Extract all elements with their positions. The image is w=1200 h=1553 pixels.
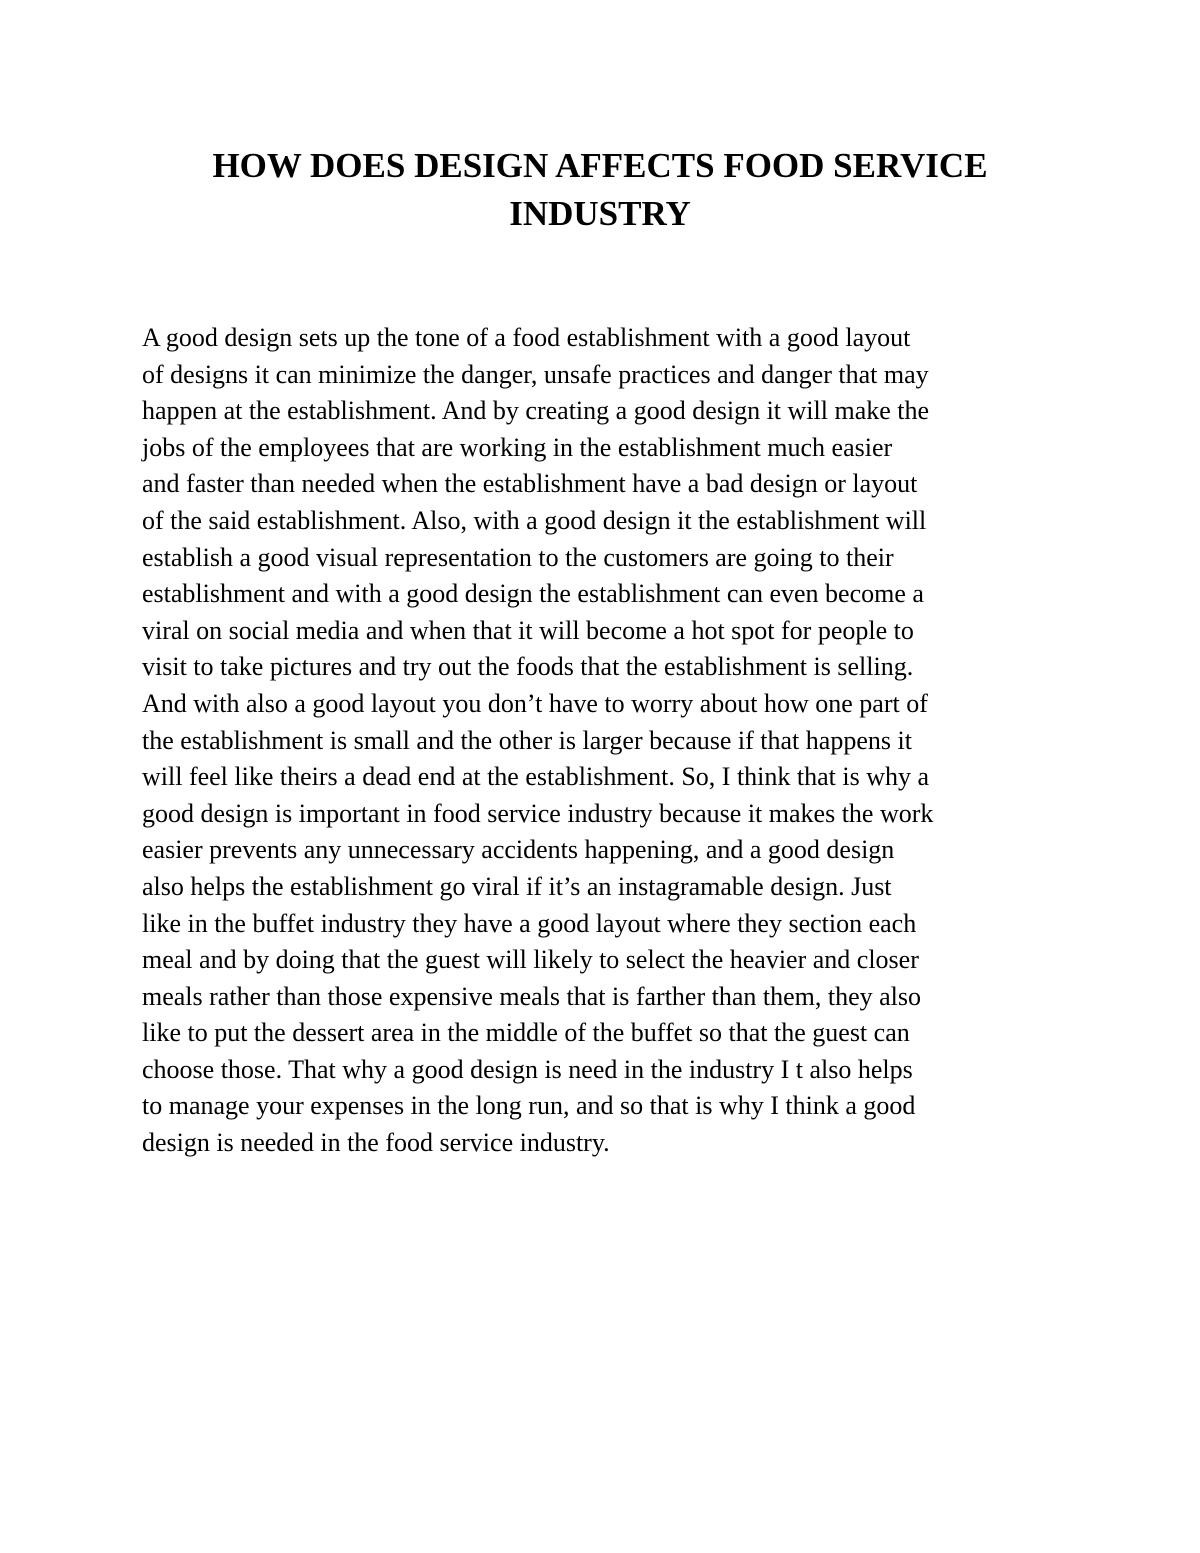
body-line: of the said establishment. Also, with a good design it the establishment will [142,505,927,535]
body-line: like in the buffet industry they have a good layout where they section each [142,908,917,938]
body-line: also helps the establishment go viral if it’s an instagramable design. Just [142,871,892,901]
body-line: of designs it can minimize the danger, unsafe practices and danger that may [142,359,929,389]
body-line: And with also a good layout you don’t have to worry about how one part of [142,688,928,718]
document-title [130,142,1070,238]
body-line: like to put the dessert area in the middle of the buffet so that the guest can [142,1018,910,1048]
body-line: to manage your expenses in the long run, and so that is why I think a good [142,1091,916,1121]
body-line: meal and by doing that the guest will likely to select the heavier and closer [142,945,919,975]
document-body [142,320,1072,1162]
body-line: happen at the establishment. And by creating a good design it will make the [142,396,930,426]
body-line: choose those. That why a good design is need in the industry I t also helps [142,1054,913,1084]
body-line: jobs of the employees that are working in the establishment much easier [142,432,893,462]
body-line: viral on social media and when that it will become a hot spot for people to [142,615,914,645]
body-line: meals rather than those expensive meals that is farther than them, they also [142,981,922,1011]
body-line: the establishment is small and the other is larger because if that happens it [142,725,912,755]
title-line-2: INDUSTRY [509,194,691,233]
body-line: design is needed in the food service industry. [142,1128,610,1158]
body-line: good design is important in food service industry because it makes the work [142,798,934,828]
body-line: easier prevents any unnecessary accidents happening, and a good design [142,835,895,865]
body-line: will feel like theirs a dead end at the establishment. So, I think that is why a [142,762,930,792]
title-line-1: HOW DOES DESIGN AFFECTS FOOD SERVICE [212,146,988,185]
body-line: visit to take pictures and try out the foods that the establishment is selling. [142,652,914,682]
body-line: A good design sets up the tone of a food establishment with a good layout [142,323,911,352]
body-line: establishment and with a good design the establishment can even become a [142,579,924,609]
body-line: and faster than needed when the establishment have a bad design or layout [142,469,918,499]
body-line: establish a good visual representation to the customers are going to their [142,542,894,572]
